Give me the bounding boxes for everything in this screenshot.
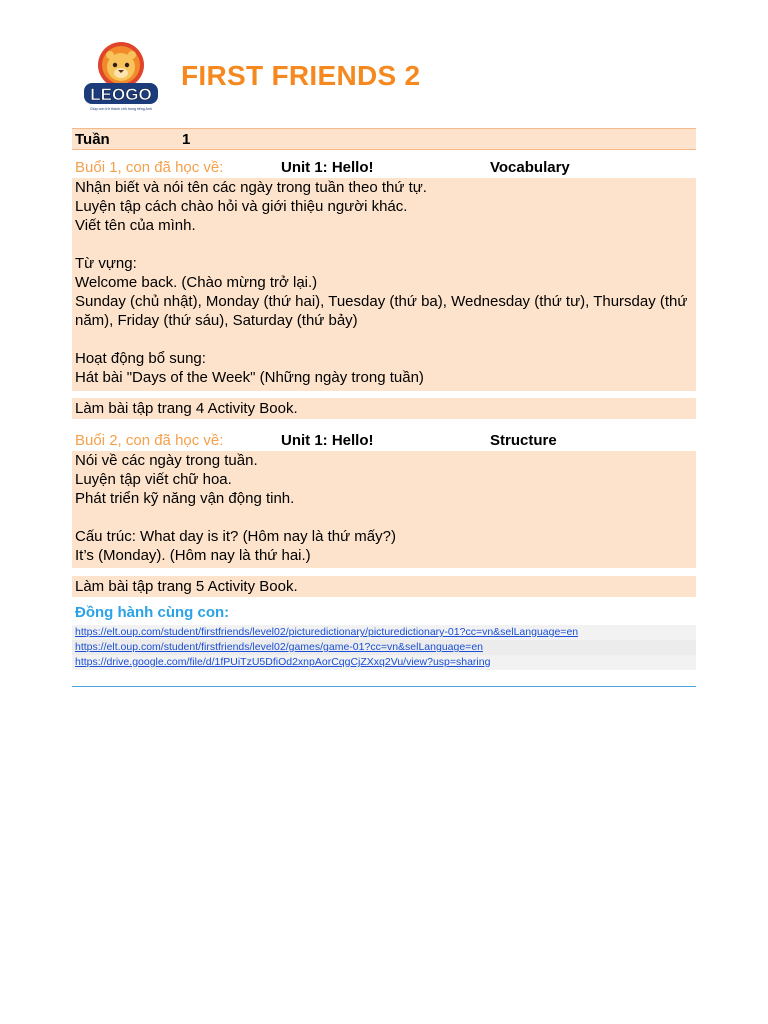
content-line: Viết tên của mình. (75, 217, 196, 234)
content-line: Nói về các ngày trong tuần. (75, 452, 258, 469)
page-title: FIRST FRIENDS 2 (181, 60, 421, 91)
content-line (75, 330, 696, 349)
session-1-header (72, 156, 696, 178)
content-line: It’s (Monday). (Hôm nay là thứ hai.) (75, 547, 311, 564)
session-label: Buổi 1, con đã học về: (75, 159, 224, 176)
resource-link[interactable]: https://elt.oup.com/student/firstfriends/level02/picturedictionary/picturedictionary-01?cc=vn&selLanguage=en (72, 625, 696, 640)
content-line: Welcome back. (Chào mừng trở lại.) (75, 274, 318, 291)
companion-section (72, 603, 696, 687)
week-header (72, 128, 696, 150)
leogo-logo (80, 40, 162, 116)
session-2-homework: Làm bài tập trang 5 Activity Book. (72, 576, 696, 597)
week-label: Tuần (75, 131, 110, 148)
content-line: Luyện tập cách chào hỏi và giới thiệu người khác. (75, 198, 408, 215)
session-unit: Unit 1: Hello! (281, 432, 374, 449)
companion-links (72, 625, 696, 670)
content-line: Hoạt động bổ sung: (75, 350, 206, 367)
resource-link[interactable]: https://drive.google.com/file/d/1fPUiTzU5DfiOd2xnpAorCqgCjZXxq2Vu/view?usp=sharing (72, 655, 696, 670)
session-2-content (72, 451, 696, 568)
content-line: Luyện tập viết chữ hoa. (75, 471, 232, 488)
session-kind: Structure (490, 432, 557, 449)
content-line (75, 235, 696, 254)
content-line: Hát bài "Days of the Week" (Những ngày trong tuần) (75, 369, 424, 386)
session-kind: Vocabulary (490, 159, 570, 176)
companion-heading: Đồng hành cùng con: (75, 604, 230, 621)
session-1-homework: Làm bài tập trang 4 Activity Book. (72, 398, 696, 419)
session-1-content (72, 178, 696, 391)
lion-mane-icon (98, 42, 144, 88)
resource-link[interactable]: https://elt.oup.com/student/firstfriends/level02/games/game-01?cc=vn&selLanguage=en (72, 640, 696, 655)
content-line: Từ vựng: (75, 255, 137, 272)
svg-text:Giúp con trở thành chủ trong t: Giúp con trở thành chủ trong tiếng Anh (90, 107, 152, 111)
content-line: Sunday (chủ nhật), Monday (thứ hai), Tuesday (thứ ba), Wednesday (thứ tư), Thursday (thứ năm), Friday (thứ sáu), Saturday (thứ bảy) (75, 293, 688, 329)
session-2-header (72, 429, 696, 451)
session-unit: Unit 1: Hello! (281, 159, 374, 176)
content-line: Nhận biết và nói tên các ngày trong tuần theo thứ tự. (75, 179, 427, 196)
content-line: Cấu trúc: What day is it? (Hôm nay là thứ mấy?) (75, 528, 396, 545)
week-value: 1 (182, 131, 191, 148)
content-line: Phát triển kỹ năng vận động tinh. (75, 490, 295, 507)
content-line (75, 508, 696, 527)
svg-text:LEOGO: LEOGO (90, 85, 152, 104)
session-label: Buổi 2, con đã học về: (75, 432, 224, 449)
